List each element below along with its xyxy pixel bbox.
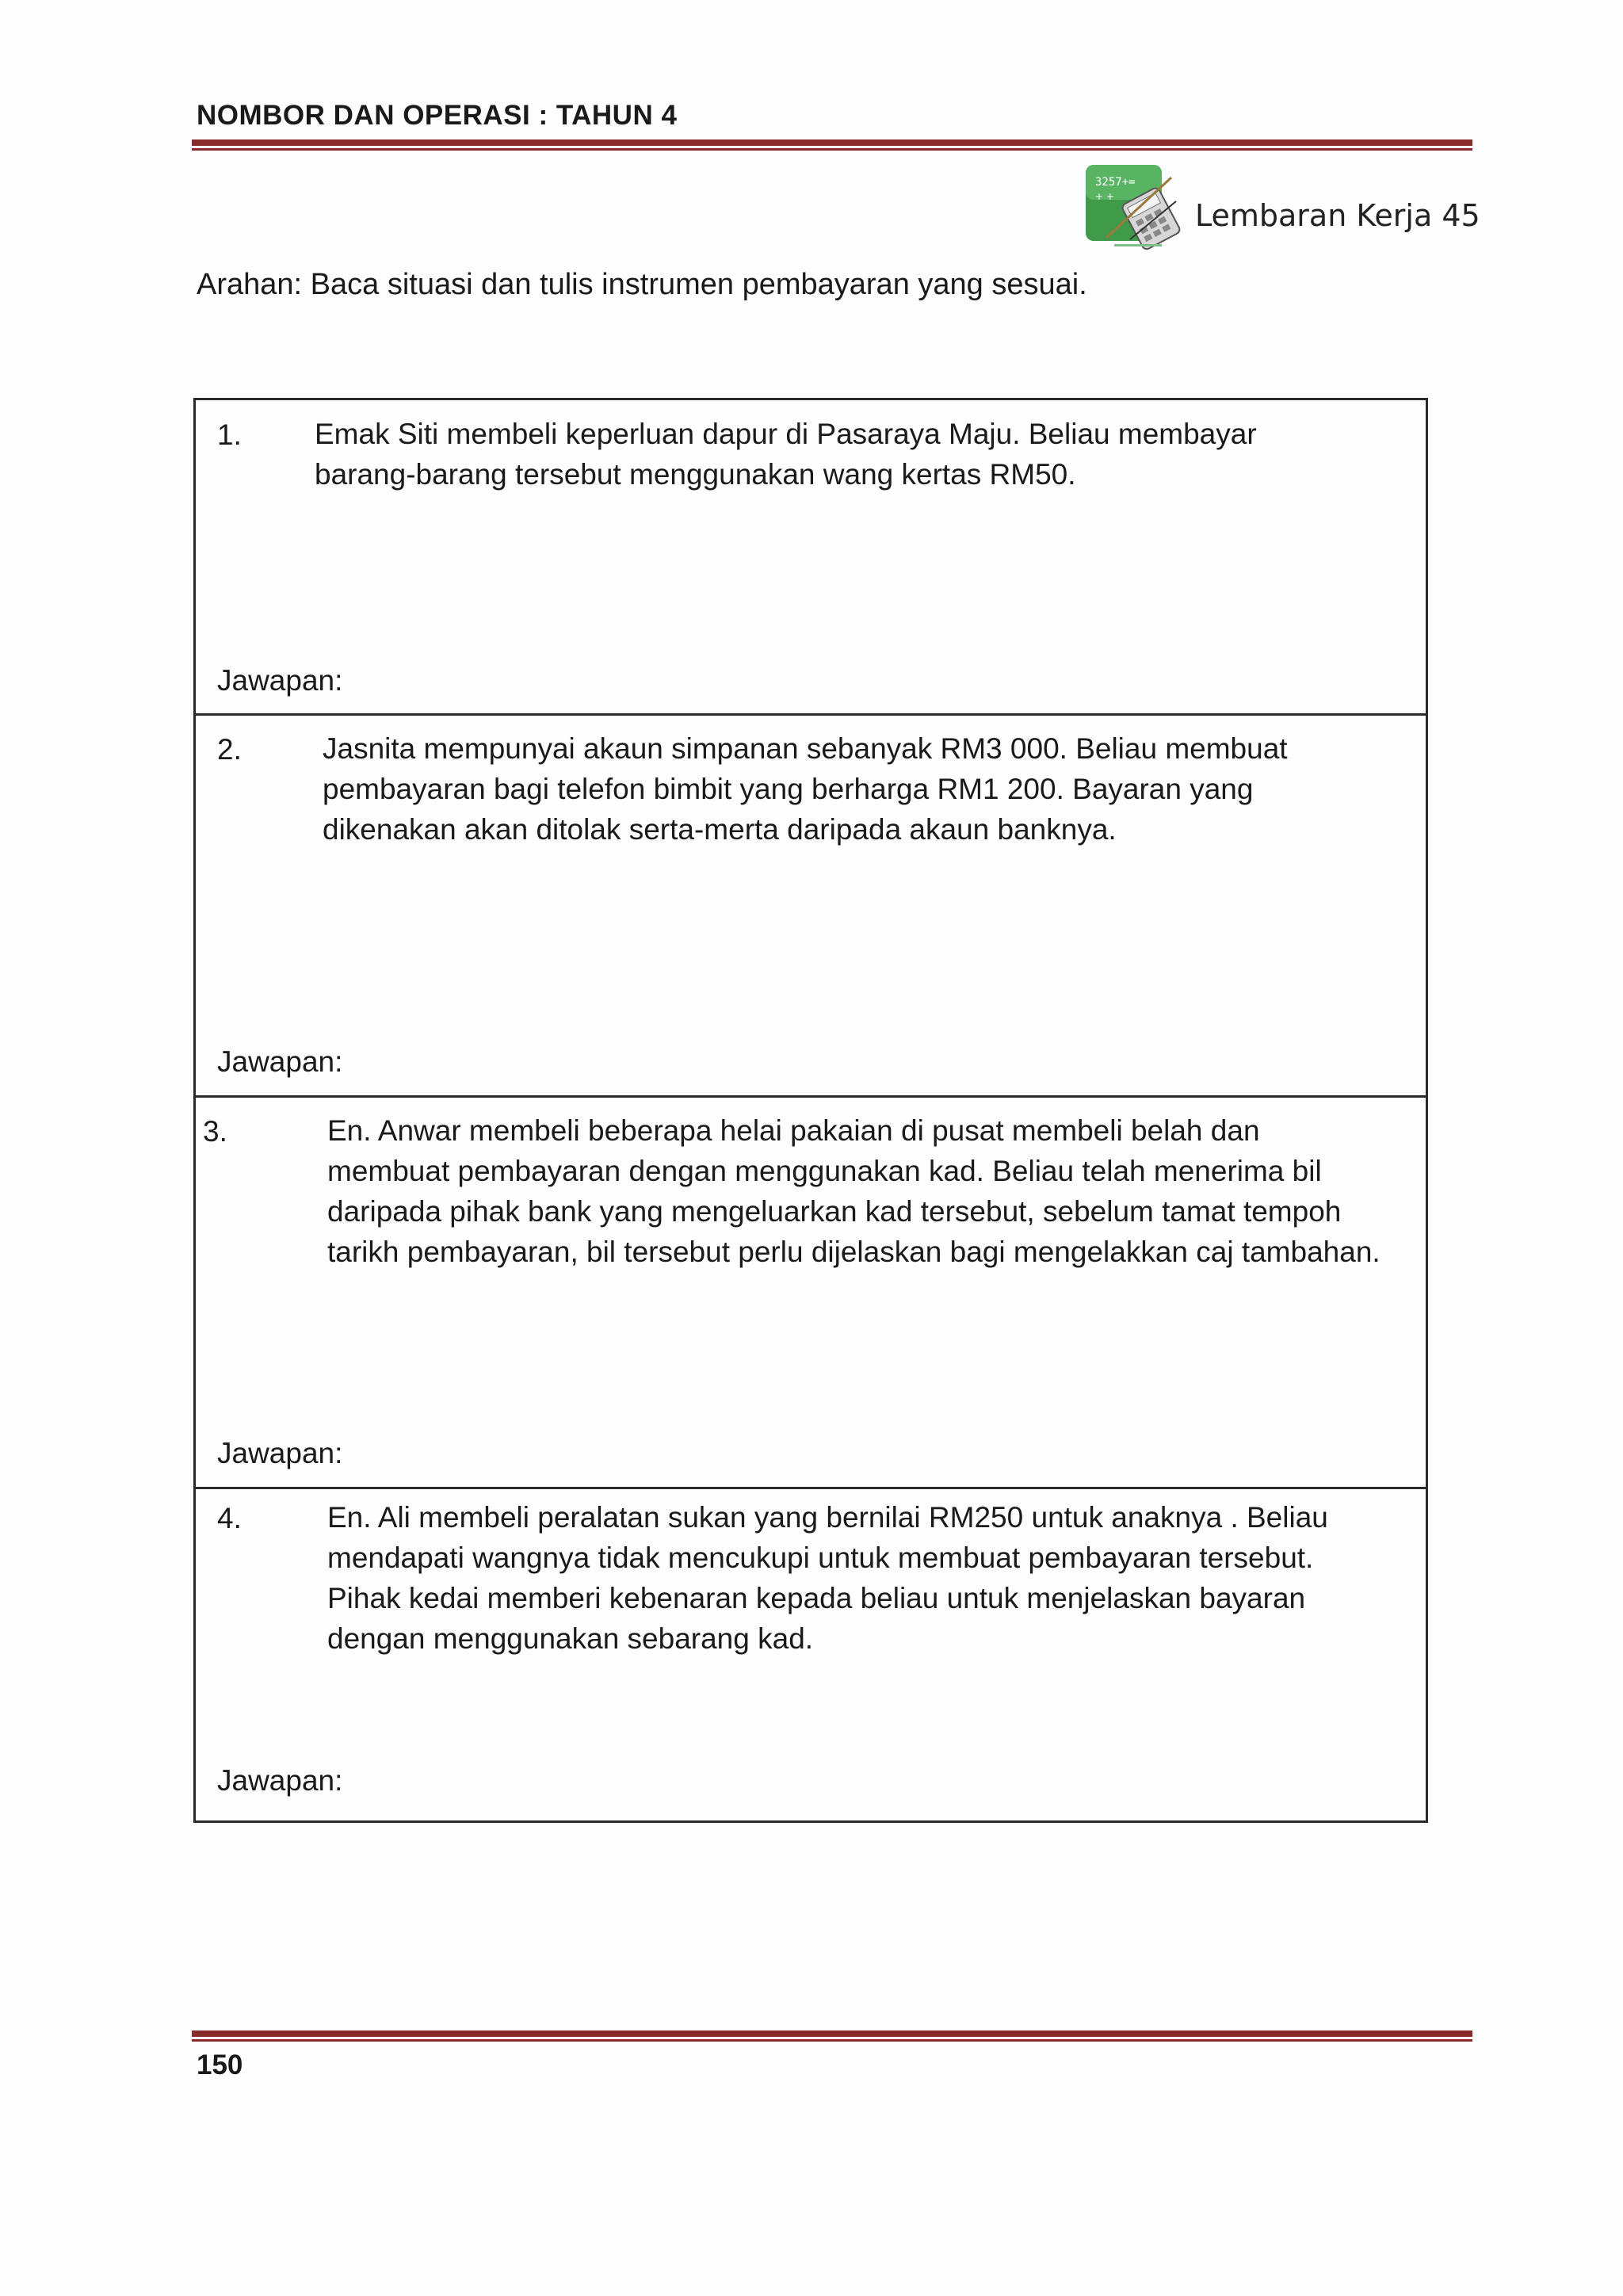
- calculator-ruler-icon: [1083, 162, 1193, 250]
- instruction-text: Arahan: Baca situasi dan tulis instrumen pembayaran yang sesuai.: [197, 268, 1087, 301]
- question-text: [315, 414, 1408, 495]
- question-row: [196, 1489, 1426, 1820]
- question-line: En. Anwar membeli beberapa helai pakaian di pusat membeli belah dan: [327, 1114, 1260, 1147]
- question-number: 4.: [217, 1502, 242, 1534]
- question-text: [323, 728, 1416, 850]
- question-line: Pihak kedai memberi kebenaran kepada beliau untuk menjelaskan bayaran: [327, 1582, 1306, 1614]
- question-number: 2.: [217, 733, 242, 766]
- running-title: NOMBOR DAN OPERASI : TAHUN 4: [197, 100, 678, 131]
- page-number: 150: [197, 2050, 243, 2080]
- answer-label: Jawapan:: [217, 1437, 343, 1469]
- question-number: 3.: [203, 1115, 227, 1148]
- question-line: tarikh pembayaran, bil tersebut perlu dijelaskan bagi mengelakkan caj tambahan.: [327, 1236, 1381, 1268]
- footer-rule: [192, 2030, 1472, 2042]
- question-table: [193, 398, 1428, 1823]
- question-number: 1.: [217, 418, 242, 451]
- question-line: daripada pihak bank yang mengeluarkan kad tersebut, sebelum tamat tempoh: [327, 1195, 1342, 1228]
- logo-screen-text: 3257+=: [1095, 176, 1136, 189]
- question-line: barang-barang tersebut menggunakan wang kertas RM50.: [315, 458, 1076, 491]
- question-line: Jasnita mempunyai akaun simpanan sebanyak RM3 000. Beliau membuat: [323, 732, 1288, 765]
- question-row: [196, 1098, 1426, 1489]
- svg-text:+ +: + +: [1095, 191, 1114, 202]
- question-line: dikenakan akan ditolak serta-merta daripada akaun banknya.: [323, 813, 1117, 846]
- question-line: En. Ali membeli peralatan sukan yang bernilai RM250 untuk anaknya . Beliau: [327, 1501, 1328, 1534]
- header-rule: [192, 139, 1472, 151]
- question-line: Emak Siti membeli keperluan dapur di Pasaraya Maju. Beliau membayar: [315, 418, 1257, 450]
- question-row: [196, 400, 1426, 716]
- question-text: [327, 1110, 1421, 1272]
- answer-label: Jawapan:: [217, 1764, 343, 1797]
- answer-label: Jawapan:: [217, 1045, 343, 1078]
- question-line: membuat pembayaran dengan menggunakan kad. Beliau telah menerima bil: [327, 1155, 1322, 1187]
- question-line: dengan menggunakan sebarang kad.: [327, 1622, 814, 1655]
- question-row: [196, 716, 1426, 1098]
- worksheet-title: Lembaran Kerja 45: [1195, 198, 1480, 233]
- question-line: pembayaran bagi telefon bimbit yang berharga RM1 200. Bayaran yang: [323, 773, 1254, 805]
- question-text: [327, 1497, 1421, 1659]
- answer-label: Jawapan:: [217, 664, 343, 697]
- question-line: mendapati wangnya tidak mencukupi untuk membuat pembayaran tersebut.: [327, 1541, 1314, 1574]
